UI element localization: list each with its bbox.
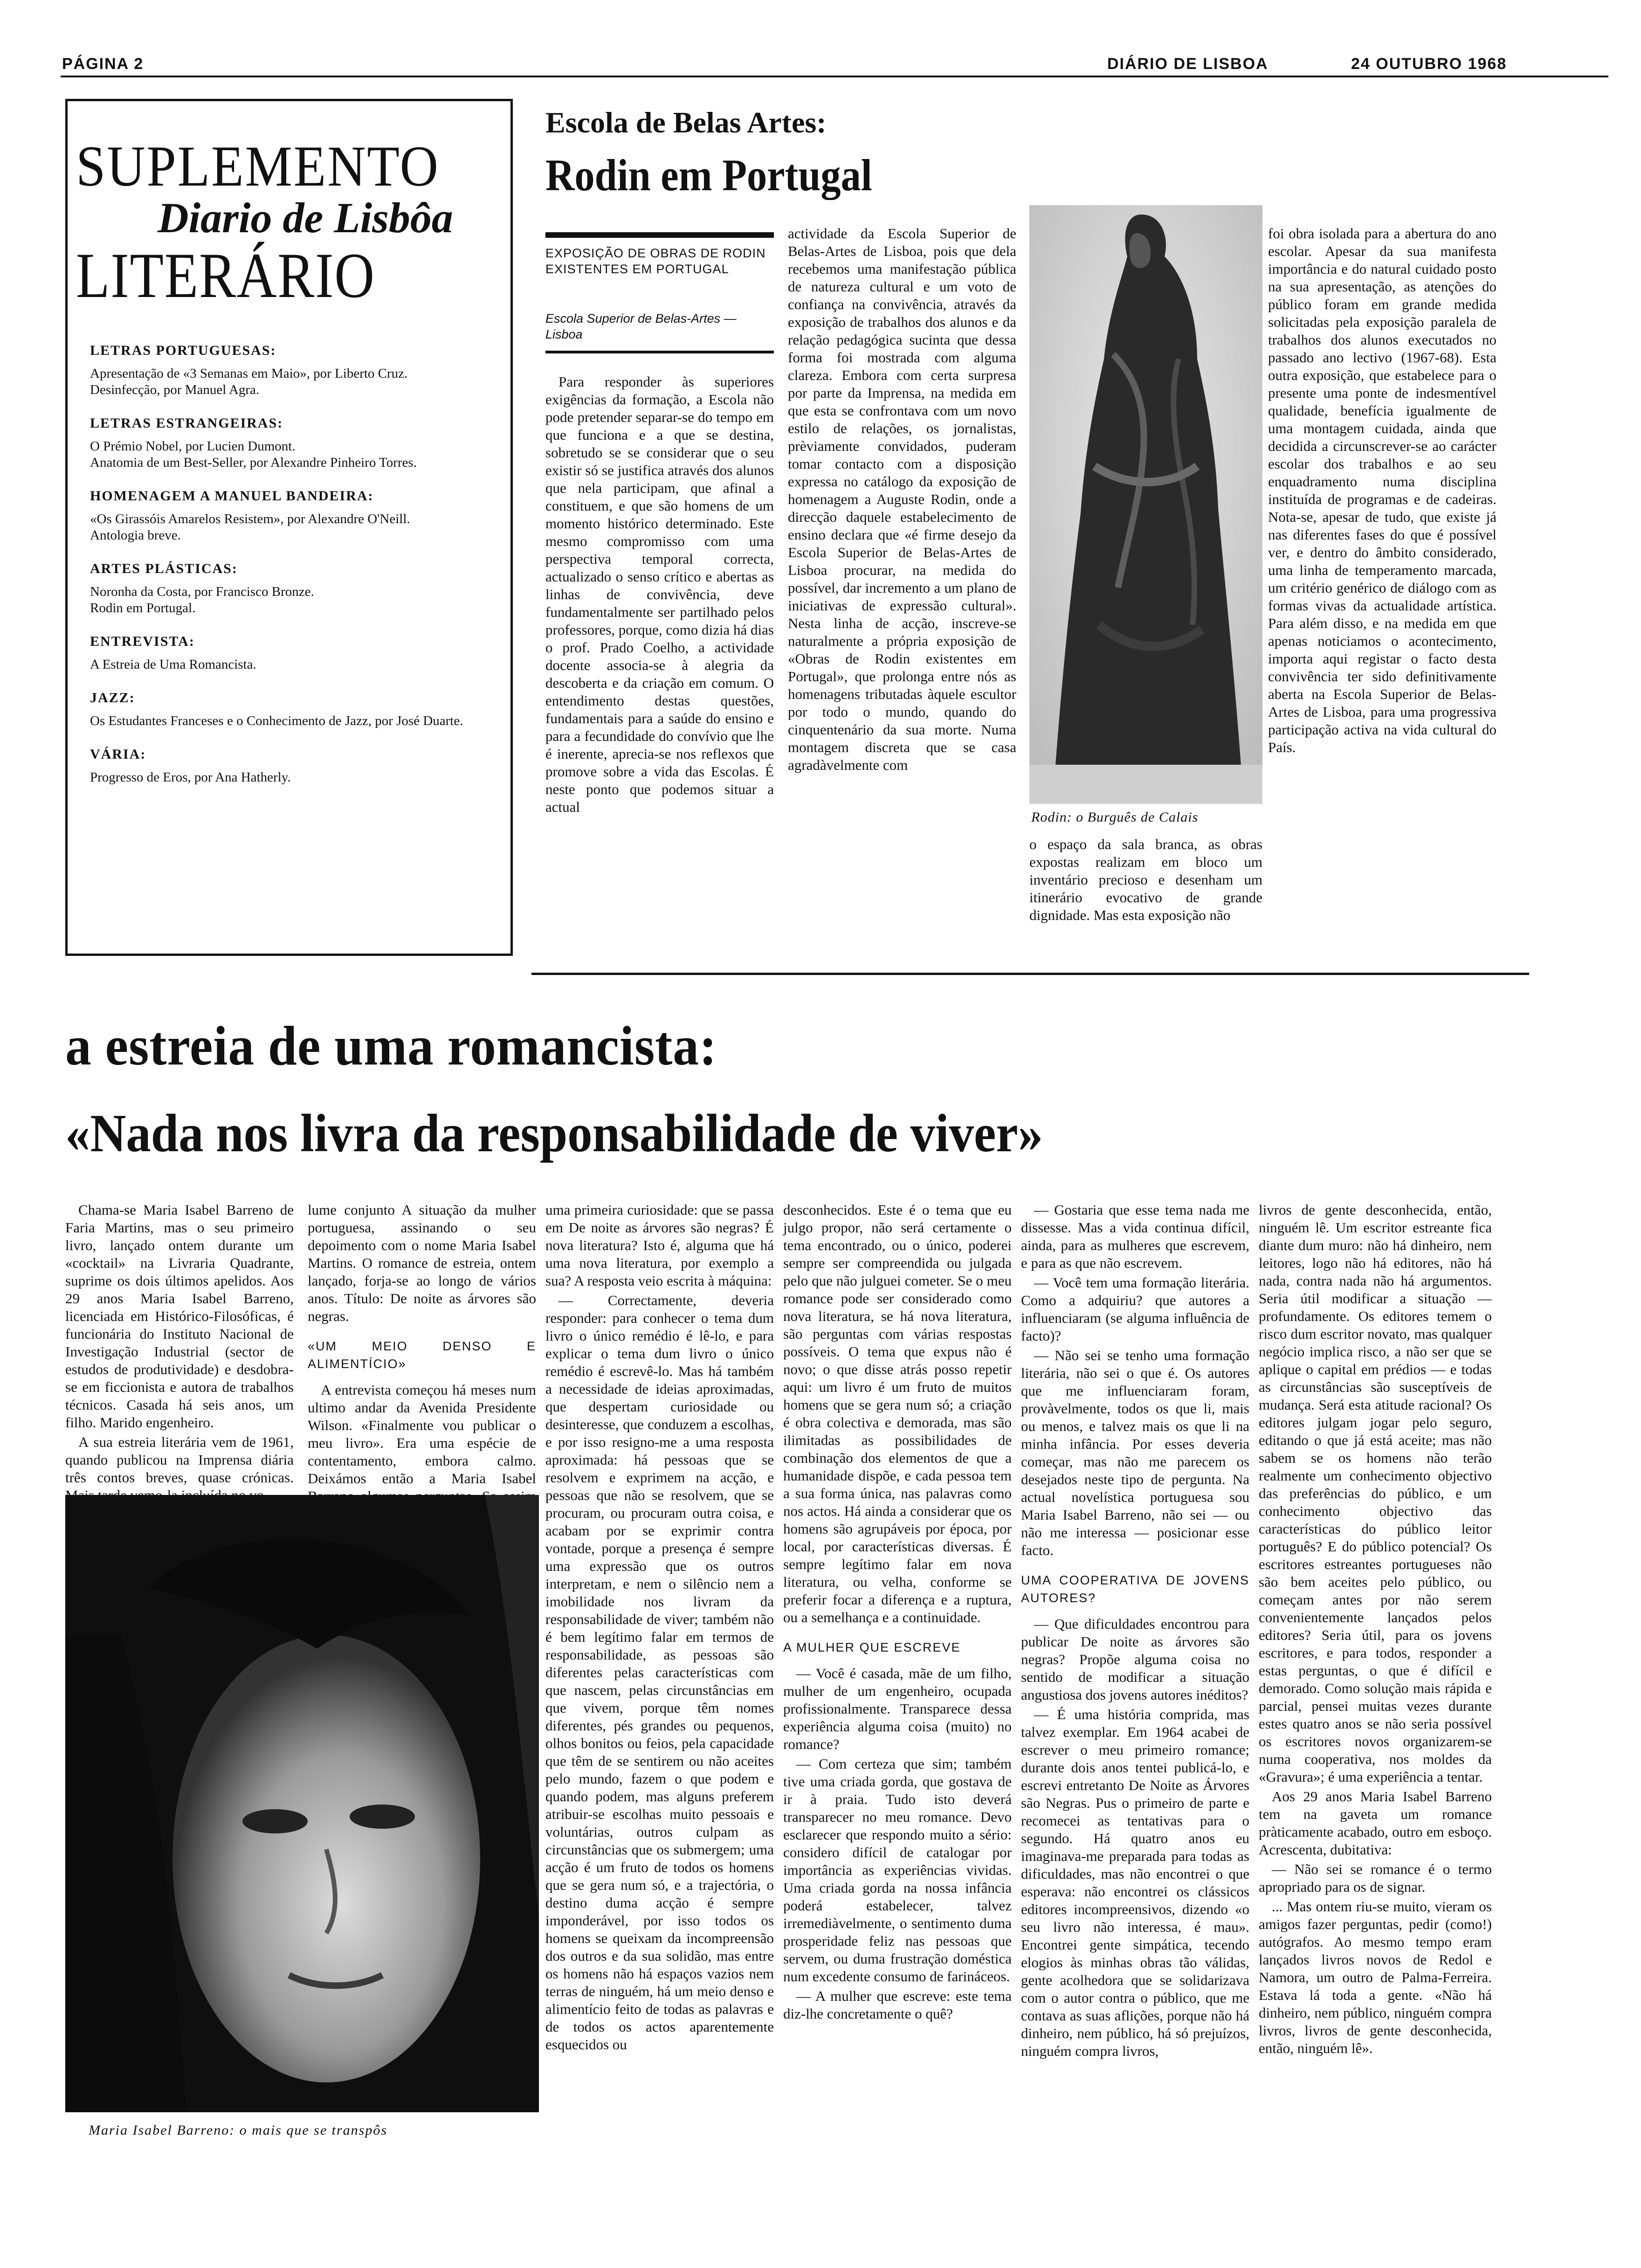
contents-item: A Estreia de Uma Romancista. <box>90 657 256 672</box>
paragraph: — É uma história comprida, mas talvez exemplar. Em 1964 acabei de escrever o meu primeiro romance; durante dois anos tentei publicá-lo, e escrevi entretanto De Noite as Árvores são Negras. Pus o primeiro de parte e recomecei as tentativas para o segundo. Há quatro anos eu imaginava-me preparada para todas as dificuldades, mas não encontrei o que esperava: não encontrei os clássicos editores incompreensivos, dizendo «o seu livro não interessa, é mau». Encontrei gente simpática, tecendo elogios às minhas obras tão válidas, gente acolhedora que se solidarizava com o autor contra o público, que me contava as suas aflições, porque não há dinheiro, nem público, há só prejuízos, ninguém compra livros, <box>1021 1706 1249 2059</box>
rodin-kicker: Escola de Belas Artes: <box>545 106 827 139</box>
interview-headline-1: a estreia de uma romancista: <box>65 1015 717 1077</box>
contents-section-heading: JAZZ: <box>90 690 135 705</box>
header-rule <box>61 76 1608 77</box>
contents-item: Rodin em Portugal. <box>90 601 196 615</box>
interview-column-3 <box>545 1201 774 2148</box>
portrait-caption: Maria Isabel Barreno: o mais que se transpôs <box>89 2123 388 2138</box>
paragraph: A sua estreia literária vem de 1961, quando publicou na Imprensa diária três contos breves, quase crónicas. <box>65 1434 294 1486</box>
paragraph: Para responder às superiores exigências da formação, a Escola não pode pretender separar-se do tempo em que funciona e a que se destina, sobretudo se se considerar que o seu existir só se justifica através dos alunos que nela participam, que afinal a constituem, e que são homens de um momento histórico determinado. Este mesmo compromisso com uma perspectiva temporal correcta, actualizado o senso crítico e abertas as linhas de convivência, deve fundamentalmente ser partilhado pelos professores, porque, como dizia há dias o prof. Prado Coelho, a actividade docente associa-se à alegria da descoberta e da criação em comum. O entendimento destas questões, fundamentais para a saúde do ensino e para a fecundidade do convívio que lhe é inerente, aprecia-se nos reflexos que promove sobre a vida das Escolas. É neste ponto que podemos situar a actual <box>545 373 774 815</box>
paragraph: foi obra isolada para a abertura do ano escolar. Apesar da sua manifesta importância e do natural cuidado posto na sua apresentação, as atenções do público foram em grande medida solicitadas pela exposição paralela de trabalhos dos alunos executados no passado ano lectivo (1967-68). Esta outra exposição, que estabelece para o presente uma ponte de indesmentível qualidade, benefícia igualmente de uma montagem cuidada, ainda que decidida a circunscrever-se ao carácter escolar dos trabalhos e ao seu enquadramento numa disciplina instituída de programas e de cadeiras. Nota-se, apesar de tudo, que existe já nas diferentes fases do que é possível ver, e dentro do âmbito considerado, uma linha de temperamento marcada, um critério genérico de diálogo com as formas vivas da actualidade artística. Para além disso, e na medida em que apenas noticiamos o acontecimento, importa aqui registar o facto desta convivência ter sido definitivamente aberta na Escola Superior de Belas-Artes de Lisboa, para uma progressiva participação activa na vida cultural do País. <box>1268 225 1496 755</box>
paragraph: ... Mas ontem riu-se muito, vieram os amigos fazer perguntas, pedir (como!) autógrafos. Ao mesmo tempo eram lançados livros novos de Redol e Namora, um outro de Palma-Ferreira. Estava lá toda a gente. «Não há dinheiro, nem público, ninguém compra livros, livros de gente desconhecida, então, ninguém lê». <box>1259 1898 1492 2056</box>
contents-list <box>90 325 496 786</box>
supplement-contents-box <box>65 99 513 956</box>
paragraph: — Que dificuldades encontrou para publicar De noite as árvores são negras? Propõe alguma coisa no sentido de modificar a situação angustiosa dos jovens autores inéditos? <box>1021 1616 1249 1703</box>
interview-column-5 <box>1021 1201 1249 2148</box>
contents-item: «Os Girassóis Amarelos Resistem», por Alexandre O'Neill. <box>90 512 410 526</box>
paragraph: A entrevista começou há meses num ultimo andar da Avenida Presidente Wilson. «Finalmente vou publicar o meu livro». Era uma espécie de contentamento, embora calmo. Deixámos então a Maria Isabel <box>308 1382 536 1487</box>
paragraph: — Gostaria que esse tema nada me dissesse. Mas a vida continua difícil, ainda, para as mulheres que escrevem, e para as que não escrevem. <box>1021 1202 1249 1271</box>
paragraph: — Não sei se tenho uma formação literária, não sei o que é. Os autores que me influenciaram foram, provàvelmente, todos os que li, mais ou menos, e talvez mais os que li na minha infância. Por esses deveria começar, mas não me parecem os desejados neste tipo de pergunta. Na actual novelística portuguesa sou Maria Isabel Barreno, não sei — ou não me interessa — posicionar esse facto. <box>1021 1347 1249 1558</box>
paragraph: — Correctamente, deveria responder: para conhecer o tema dum livro o único remédio é lê-lo, e para explicar o tema dum livro o único remédio é escrevê-lo. Mas há também a necessidade de ideias aproximadas, que despertam curiosidade ou desinteresse, que conduzem a escolhas, e por isso resigno-me a uma resposta aproximada: há pessoas que se resolvem e exprimem na acção, e pessoas que não se resolvem, que se procuram, ou procuram outra coisa, e acabam por se exprimir contra vontade, porque a presença é sempre uma expressão que os outros interpretam, e nem o silêncio nem a imobilidade nos livram da responsabilidade de viver; também não é bem legítimo falar em termos de responsabilidade, as pessoas são diferentes pelas características com que nascem, pelas circunstâncias em que vivem, porque têm nomes diferentes, pés grandes ou pequenos, olhos bonitos ou feios, pela capacidade que têm de se sentirem ou não aceites pelo mundo, fazem o que podem e quando podem, mas alguns preferem atribuir-se escolhas muito pessoais e voluntárias, outros culpam as circunstâncias que os submergem; uma acção é um fruto de todos os homens que se gera num só, e a trajectória, o destino duma acção é sempre imponderável, por isso todos os homens se queixam da incompreensão dos outros e da sua solidão, mas entre os homens não há espaços vazios nem terras de ninguém, há um meio denso e alimentício feito de todas as palavras e de todos os actos aparentemente esquecidos ou <box>545 1292 774 2053</box>
rodin-photo-caption: Rodin: o Burguês de Calais <box>1031 809 1199 825</box>
subheading: A MULHER QUE ESCREVE <box>783 1640 961 1654</box>
paragraph: — Você é casada, mãe de um filho, mulher de um engenheiro, ocupada profissionalmente. Transparece dessa experiência alguma coisa (muito) no romance? <box>783 1665 1012 1752</box>
interview-column-4 <box>783 1201 1012 2148</box>
interview-column-1 <box>65 1201 294 1486</box>
paragraph: Aos 29 anos Maria Isabel Barreno tem na gaveta um romance pràticamente acabado, outro em esboço. Acrescenta, dubitativa: <box>1259 1788 1492 1858</box>
contents-section-heading: VÁRIA: <box>90 747 146 762</box>
newspaper-name: DIÁRIO DE LISBOA <box>1107 55 1269 73</box>
contents-item: Os Estudantes Franceses e o Conhecimento de Jazz, por José Duarte. <box>90 713 463 728</box>
issue-date: 24 OUTUBRO 1968 <box>1351 55 1507 73</box>
paragraph: Chama-se Maria Isabel Barreno de Faria Martins, mas o seu primeiro livro, lançado ontem durante um «cocktail» na Livraria Quadrante, suprime os dois últimos apelidos. Aos 29 anos Maria Isabel Barreno, licenciada em Histórico-Filosóficas, é funcionária do Instituto Nacional de Investigação Industrial (sector de estudos de produtividade) e desdobra-se em ficcionista e autora de trabalhos técnicos. Casada há seis anos, um filho. Marido engenheiro. <box>65 1202 294 1431</box>
contents-section-heading: ENTREVISTA: <box>90 634 195 649</box>
paragraph: o espaço da sala branca, as obras expostas realizam em bloco um inventário precioso e desenham um itinerário evocativo de grande dignidade. Mas esta exposição não <box>1029 836 1262 923</box>
paragraph: actividade da Escola Superior de Belas-Artes de Lisboa, pois que dela recebemos uma manifestação pública de natureza cultural e um voto de confiança na convivência, através da exposição de trabalhos dos alunos e da relação pedagógica sucinta que dessa forma foi mostrada com alguma clareza. Embora com certa surpresa por parte da Imprensa, na medida em que esta se confrontava com um novo estilo de relações, os jornalistas, prèviamente convidados, puderam tomar contacto com a disposição expressa no catálogo da exposição de homenagem a Auguste Rodin, onde a direcção daquele estabelecimento de ensino declara que «é firme desejo da Escola Superior de Belas-Artes de Lisboa procurar, na medida do possível, dar incremento a um plano de iniciativas de expressão cultural». Nesta linha de acção, inscreve-se naturalmente a própria exposição de «Obras de Rodin existentes em Portugal», que prolonga entre nós as homenagens tributadas àquele escultor por todo o mundo, quando do cinquentenário da sua morte. Numa montagem discreta que se casa agradàvelmente com <box>788 225 1016 773</box>
info-box-rule <box>545 232 774 238</box>
paragraph: — Com certeza que sim; também tive uma criada gorda, que gostava de ir à praia. Tudo isto deverá transparecer no meu romance. Devo esclarecer que respondo muito a sério: considero difícil de catalogar por importância as experiências vividas. Uma criada gorda na nossa infância poderá estabelecer, talvez irremediàvelmente, o sentimento duma prosperidade feliz nas pessoas que servem, ou duma frustração doméstica num excedente consumo de farináceos. <box>783 1756 1012 1984</box>
paragraph: — Você tem uma formação literária. Como a adquiriu? que autores a influenciaram (se alguma influência de facto)? <box>1021 1274 1249 1344</box>
supplement-title-bottom: LITERÁRIO <box>76 240 375 311</box>
contents-item: Desinfecção, por Manuel Agra. <box>90 382 260 397</box>
rodin-column-1 <box>545 373 774 949</box>
supplement-title-top: SUPLEMENTO <box>76 134 440 198</box>
subheading: UMA COOPERATIVA DE JOVENS AUTORES? <box>1021 1573 1249 1605</box>
paragraph: uma primeira curiosidade: que se passa em De noite as árvores são negras? É nova literatura? Isto é, alguma que há uma nova literatura, por exemplo a sua? A resposta veio escrita à máquina: <box>545 1202 774 1289</box>
info-box-rule <box>545 351 774 353</box>
contents-section-heading: LETRAS PORTUGUESAS: <box>90 343 276 358</box>
rodin-column-2 <box>788 225 1016 949</box>
exhibition-title: EXPOSIÇÃO DE OBRAS DE RODIN EXISTENTES EM PORTUGAL <box>545 246 766 276</box>
paragraph: — Não sei se romance é o termo apropriado para os de signar. <box>1259 1861 1492 1895</box>
paragraph: lume conjunto A situação da mulher portuguesa, assinando o seu depoimento com o nome Maria Isabel Martins. O romance de estreia, ontem lançado, forja-se ao longo de vários anos. Título: De noite as árvores são negras. <box>308 1202 536 1324</box>
interview-headline-2: «Nada nos livra da responsabilidade de viver» <box>65 1104 1043 1163</box>
paragraph: desconhecidos. Este é o tema que eu julgo propor, não será certamente o tema encontrado, ou o único, poderei sempre ser compreendida ou julgada pelo que não julguei cometer. Se o meu romance pode ser considerado como nova literatura, se há nova literatura, são perguntas com várias respostas possíveis. O tema que expus não é novo; o que disse atrás posso repetir aqui: um livro é um fruto de muitos homens que se gera num só; a criação é obra colectiva e demorada, mas são ilimitadas as possibilidades de combinação dos elementos de que a humanidade dispõe, e cada pessoa tem a sua forma única, nas palavras como nos actos. Há ainda a considerar que os homens são agrupáveis por época, por local, por características diversas. É sempre legítimo falar em nova literatura, ou velha, conforme se preferir focar a diferença e a ruptura, ou a semelhança e a continuidade. <box>783 1202 1012 1625</box>
rodin-headline: Rodin em Portugal <box>545 150 872 200</box>
contents-item: O Prémio Nobel, por Lucien Dumont. <box>90 439 296 454</box>
paragraph: livros de gente desconhecida, então, ninguém lê. Um escritor estreante fica diante dum muro: não há dinheiro, nem leitores, logo não há editores, não há nada, contra nada não há argumentos. Seria útil modificar a situação — profundamente. Os editores temem o risco dum escritor novato, mas qualquer negócio implica risco, a não ser que se aplique o capital em prédios — e todas as circunstâncias são susceptíveis de mudança. Será esta atitude racional? Os editores julgam jogar pelo seguro, editando o que já está aceite; mas não sabem se os homens não terão realmente um conhecimento objectivo das preferências do público, e um conhecimento objectivo das características do público leitor português? E do público potencial? Os escritores estreantes portugueses não são bem aceites pelo público, ou começam antes por não serem convenientemente lançados pelos editores? Seria útil, para os jovens escritores, e para todos, responder a estas perguntas, o que é difícil e demorado. Como solução mais rápida e parcial, pensei muitas vezes durante estes quatro anos se não seria possível os escritores novos organizarem-se numa cooperativa, nos moldes da «Gravura»; é uma experiência a tentar. <box>1259 1202 1492 1785</box>
contents-section-heading: ARTES PLÁSTICAS: <box>90 561 238 576</box>
author-portrait-photo <box>65 1495 539 2112</box>
contents-section-heading: HOMENAGEM A MANUEL BANDEIRA: <box>90 488 374 504</box>
contents-item: Antologia breve. <box>90 528 181 543</box>
sculpture-image <box>1029 205 1262 804</box>
contents-section-heading: LETRAS ESTRANGEIRAS: <box>90 415 283 431</box>
portrait-image <box>65 1495 539 2112</box>
rodin-column-3 <box>1029 836 1262 949</box>
page-number: PÁGINA 2 <box>62 55 144 73</box>
supplement-title-mid: Diario de Lisbôa <box>158 194 453 242</box>
rodin-sculpture-photo <box>1029 205 1262 804</box>
exhibition-place: Escola Superior de Belas-Artes — Lisboa <box>545 311 737 341</box>
contents-item: Progresso de Eros, por Ana Hatherly. <box>90 770 291 785</box>
interview-column-2 <box>308 1201 536 1486</box>
contents-item: Anatomia de um Best-Seller, por Alexandre Pinheiro Torres. <box>90 455 417 470</box>
section-rule <box>531 973 1529 975</box>
rodin-column-4 <box>1268 225 1496 949</box>
contents-item: Noronha da Costa, por Francisco Bronze. <box>90 584 314 599</box>
interview-column-6 <box>1259 1201 1492 2148</box>
contents-item: Apresentação de «3 Semanas em Maio», por Liberto Cruz. <box>90 366 408 381</box>
subheading: «UM MEIO DENSO E ALIMENTÍCIO» <box>308 1339 536 1371</box>
paragraph: — A mulher que escreve: este tema diz-lhe concretamente o quê? <box>783 1988 1012 2022</box>
